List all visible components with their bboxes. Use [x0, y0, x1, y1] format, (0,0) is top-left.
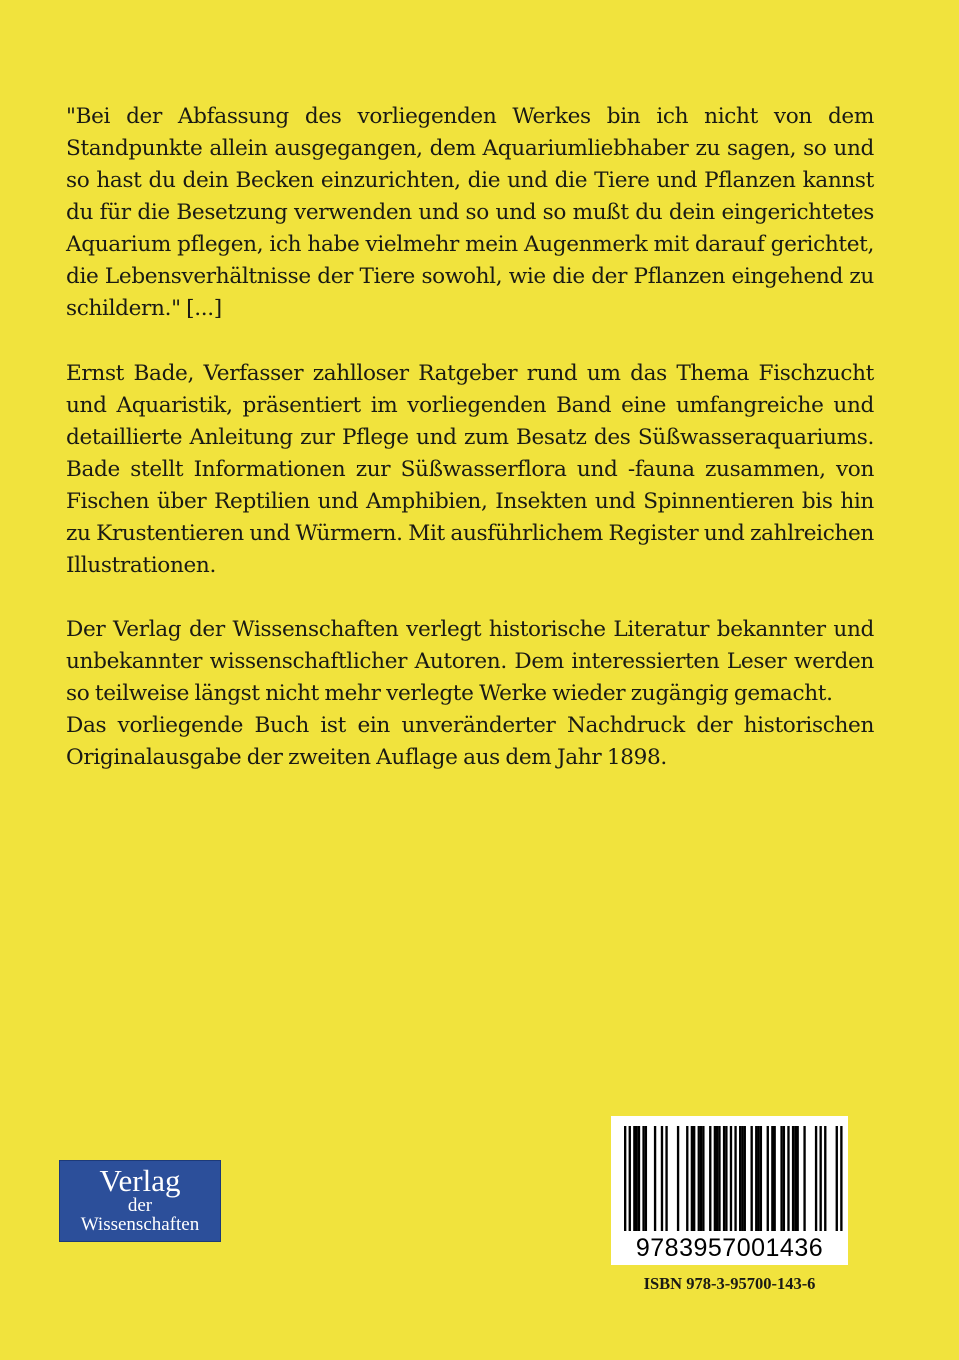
barcode-bar [741, 1126, 743, 1231]
barcode-bar [629, 1126, 631, 1231]
barcode-bar [698, 1126, 700, 1231]
logo-line-der: der [127, 1195, 153, 1216]
barcode-bar [638, 1126, 640, 1231]
barcode-bar [824, 1126, 826, 1231]
barcode-bar [645, 1126, 647, 1231]
barcode-bar [739, 1126, 741, 1231]
barcode-bar [700, 1126, 702, 1231]
barcode-bar [767, 1126, 769, 1231]
description-paragraph [66, 358, 874, 582]
barcode-bar [718, 1126, 720, 1231]
barcode-bar [691, 1126, 693, 1231]
description-text: Ernst Bade, Verfasser zahlloser Ratgeber rund um das Thema Fischzucht und Aquaristik, präsentiert im vorliegenden Band eine umfangreiche und detaillierte Anleitung zur Pflege und zum Besatz des Süßwasseraquariums. Bade stellt Informationen zur Süßwasserflora und -fauna zusammen, von Fischen über Reptilien und Amphibien, Insekten und Spinnentieren bis hin zu Krustentieren und Würmern. Mit ausführlichem Register und zahlreichen Illustrationen. [66, 361, 874, 578]
barcode-bar [840, 1126, 842, 1231]
barcode-bar [792, 1126, 794, 1231]
barcode-bar [744, 1126, 746, 1231]
barcode-bar [734, 1126, 736, 1231]
barcode-bar [751, 1126, 753, 1231]
barcode-bar [836, 1126, 838, 1231]
barcode-bar [661, 1126, 663, 1231]
barcode-bar [693, 1126, 695, 1231]
barcode-bar [815, 1126, 817, 1231]
barcode-bar [771, 1126, 773, 1231]
quote-paragraph [66, 101, 874, 325]
quote-text: "Bei der Abfassung des vorliegenden Werkes bin ich nicht von dem Standpunkte allein ausgegangen, dem Aquariumliebhaber zu sagen, so und so hast du dein Becken einzurichten, die und die Tiere und Pflanzen kannst du für die Besetzung verwenden und so und so mußt du dein eingerichtetes Aquarium pflegen, ich habe vielmehr mein Augenmerk mit darauf gerichtet, die Lebensverhältnisse der Tiere sowohl, wie die der Pflanzen eingehend zu schildern." [...] [66, 104, 874, 321]
barcode [611, 1116, 848, 1265]
barcode-bar [787, 1126, 789, 1231]
logo-line-verlag: Verlag [99, 1163, 181, 1198]
barcode-bar [624, 1126, 626, 1231]
barcode-bar [797, 1126, 799, 1231]
logo-line-wissenschaften: Wissenschaften [80, 1214, 200, 1235]
barcode-bar [716, 1126, 718, 1231]
publisher-section [66, 614, 874, 774]
barcode-bar [665, 1126, 667, 1231]
barcode-bar [714, 1126, 716, 1231]
barcode-bar [757, 1126, 759, 1231]
barcode-bar [725, 1126, 727, 1231]
barcode-bar [755, 1126, 757, 1231]
barcode-bar [686, 1126, 688, 1231]
barcode-bar [709, 1126, 711, 1231]
barcode-bar [803, 1126, 805, 1231]
barcode-bar [820, 1126, 822, 1231]
barcode-bar [636, 1126, 638, 1231]
isbn-label: ISBN 978-3-95700-143-6 [643, 1274, 816, 1293]
reprint-note-text: Das vorliegende Buch ist ein unveränderter Nachdruck der historischen Originalausgabe der zweiten Auflage aus dem Jahr 1898. [66, 713, 874, 770]
barcode-bar [633, 1126, 635, 1231]
barcode-bar [642, 1126, 644, 1231]
publisher-info-text: Der Verlag der Wissenschaften verlegt historische Literatur bekannter und unbekannter wissenschaftlicher Autoren. Dem interessierten Leser werden so teilweise längst nicht mehr verlegte Werke wieder zugängig gemacht. [66, 617, 874, 706]
barcode-bar [783, 1126, 785, 1231]
barcode-bar [677, 1126, 679, 1231]
barcode-digits: 9783957001436 [635, 1234, 824, 1262]
barcode-bar [780, 1126, 782, 1231]
publisher-logo [59, 1160, 221, 1242]
barcode-bar [702, 1126, 704, 1231]
barcode-bar [723, 1126, 725, 1231]
barcode-bar [730, 1126, 732, 1231]
barcode-bar [654, 1126, 656, 1231]
barcode-bar [760, 1126, 762, 1231]
barcode-bar [794, 1126, 796, 1231]
barcode-bar [774, 1126, 776, 1231]
